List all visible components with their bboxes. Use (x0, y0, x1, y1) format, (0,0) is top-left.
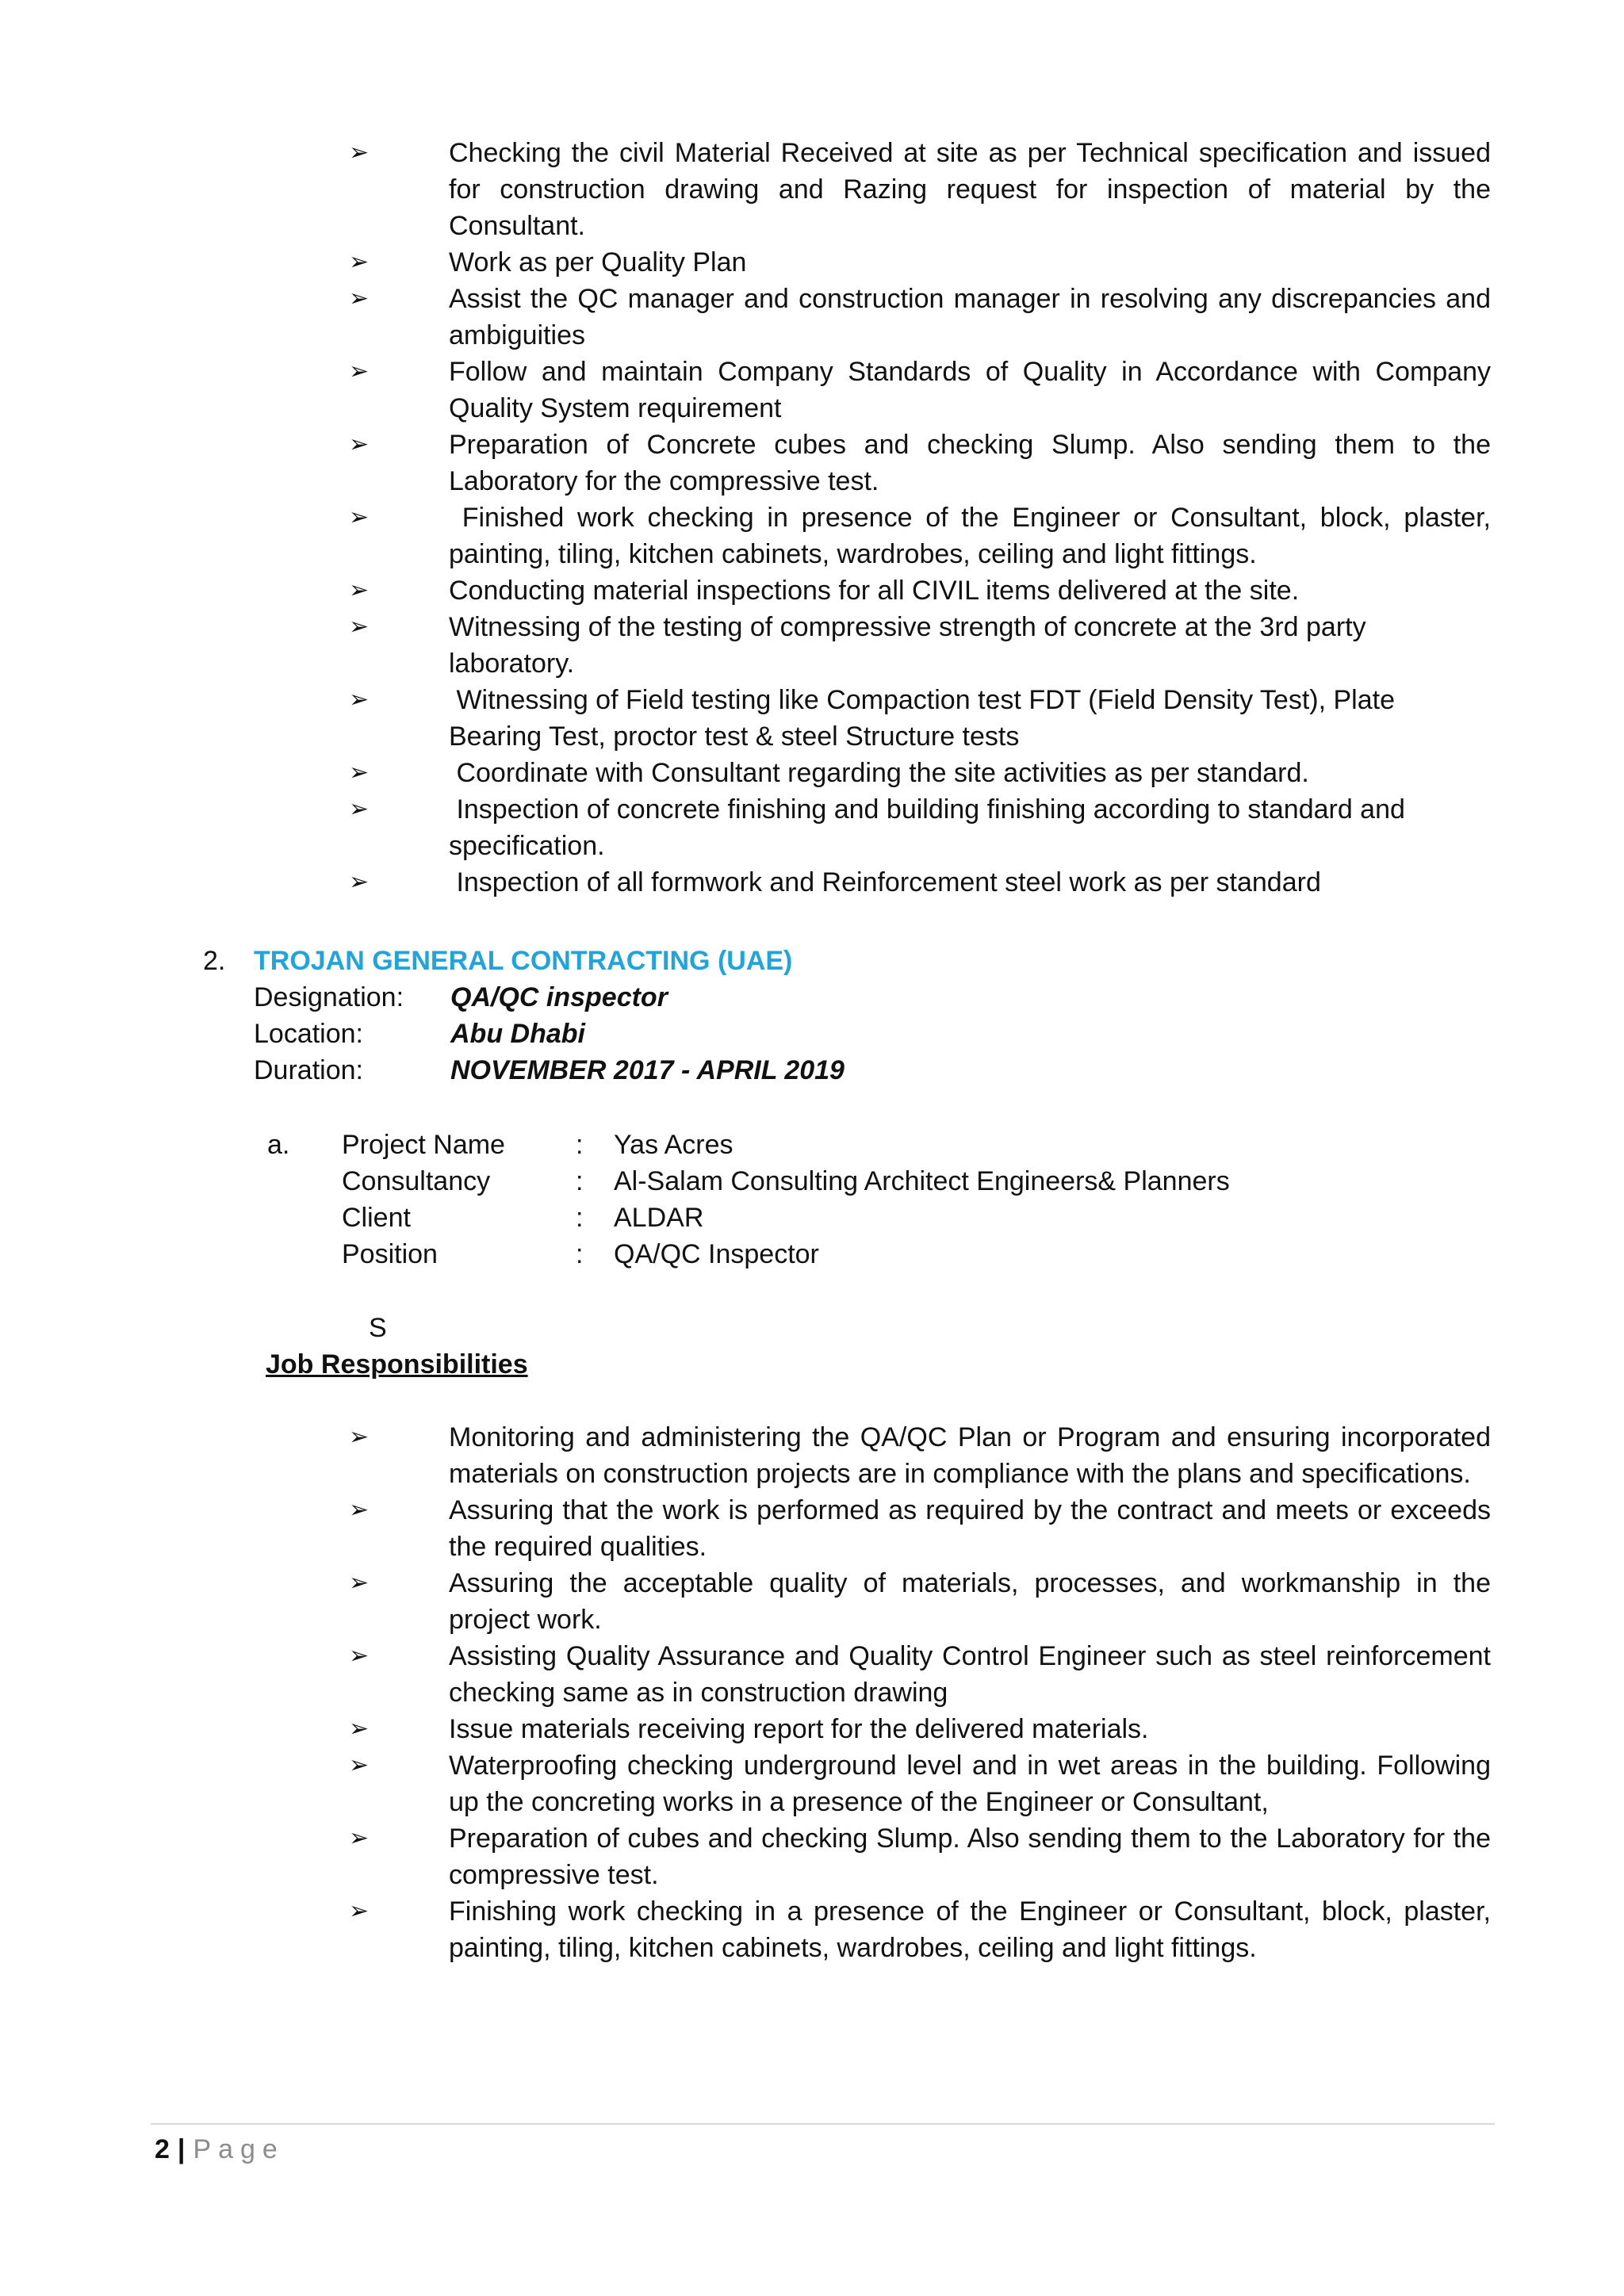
duration-value: NOVEMBER 2017 - APRIL 2019 (450, 1055, 845, 1085)
list-item: ➢ Checking the civil Material Received at site as per Technical specification and issued for construction drawing and Razing request for inspection of material by the Consultant. (349, 135, 1491, 244)
list-item: ➢ Follow and maintain Company Standards of Quality in Accordance with Company Quality System requirement (349, 354, 1491, 427)
colon: : (576, 1203, 584, 1233)
list-item: ➢ Issue materials receiving report for the delivered materials. (349, 1711, 1491, 1747)
position-value: QA/QC Inspector (614, 1239, 819, 1269)
list-item: ➢ Assuring the acceptable quality of materials, processes, and workmanship in the project work. (349, 1565, 1491, 1638)
responsibilities-list-2 (349, 1419, 1491, 1966)
arrow-bullet-icon: ➢ (349, 1642, 370, 1670)
footer-separator: | (177, 2134, 186, 2164)
colon: : (576, 1130, 584, 1160)
list-item: ➢ Assist the QC manager and construction manager in resolving any discrepancies and ambiguities (349, 281, 1491, 354)
colon: : (576, 1239, 584, 1269)
designation-value: QA/QC inspector (450, 982, 668, 1012)
client-label: Client (342, 1203, 411, 1233)
company-name: TROJAN GENERAL CONTRACTING (UAE) (254, 946, 793, 976)
arrow-bullet-icon: ➢ (349, 139, 370, 166)
list-item: ➢ Preparation of cubes and checking Slump. Also sending them to the Laboratory for the compressive test. (349, 1820, 1491, 1893)
arrow-bullet-icon: ➢ (349, 285, 370, 312)
project-letter: a. (267, 1130, 290, 1160)
job-responsibilities-heading: Job Responsibilities (266, 1349, 528, 1380)
arrow-bullet-icon: ➢ (349, 248, 370, 276)
page-footer (155, 2131, 285, 2168)
list-item: ➢ Finished work checking in presence of the Engineer or Consultant, block, plaster, painting, tiling, kitchen cabinets, wardrobes, ceiling and light fittings. (349, 499, 1491, 572)
arrow-bullet-icon: ➢ (349, 868, 370, 896)
list-item: ➢ Witnessing of the testing of compressive strength of concrete at the 3rd party laboratory. (349, 609, 1491, 682)
consultancy-label: Consultancy (342, 1166, 491, 1196)
list-item: ➢ Inspection of all formwork and Reinforcement steel work as per standard (349, 864, 1491, 901)
page-number: 2 (155, 2134, 170, 2164)
stray-character: S (369, 1313, 387, 1343)
arrow-bullet-icon: ➢ (349, 1715, 370, 1743)
arrow-bullet-icon: ➢ (349, 1496, 370, 1524)
client-value: ALDAR (614, 1203, 704, 1233)
arrow-bullet-icon: ➢ (349, 1824, 370, 1852)
position-label: Position (342, 1239, 438, 1269)
section-number: 2. (203, 946, 226, 976)
list-item: ➢ Assuring that the work is performed as required by the contract and meets or exceeds the required qualities. (349, 1492, 1491, 1565)
list-item: ➢ Preparation of Concrete cubes and checking Slump. Also sending them to the Laboratory for the compressive test. (349, 427, 1491, 499)
arrow-bullet-icon: ➢ (349, 1751, 370, 1779)
colon: : (576, 1166, 584, 1196)
arrow-bullet-icon: ➢ (349, 358, 370, 385)
duration-label: Duration: (254, 1055, 363, 1085)
consultancy-value: Al-Salam Consulting Architect Engineers& Planners (614, 1166, 1230, 1196)
arrow-bullet-icon: ➢ (349, 759, 370, 786)
list-item: ➢ Witnessing of Field testing like Compaction test FDT (Field Density Test), Plate Bearing Test, proctor test & steel Structure tests (349, 682, 1491, 755)
list-item: ➢ Monitoring and administering the QA/QC Plan or Program and ensuring incorporated materials on construction projects are in compliance with the plans and specifications. (349, 1419, 1491, 1492)
list-item: ➢ Conducting material inspections for all CIVIL items delivered at the site. (349, 572, 1491, 609)
responsibilities-list-1 (349, 135, 1499, 901)
arrow-bullet-icon: ➢ (349, 503, 370, 531)
list-item: ➢ Coordinate with Consultant regarding the site activities as per standard. (349, 755, 1491, 791)
list-item: ➢ Waterproofing checking underground level and in wet areas in the building. Following up the concreting works in a presence of the Engineer or Consultant, (349, 1747, 1491, 1820)
list-item: ➢ Finishing work checking in a presence of the Engineer or Consultant, block, plaster, painting, tiling, kitchen cabinets, wardrobes, ceiling and light fittings. (349, 1893, 1491, 1966)
location-value: Abu Dhabi (450, 1019, 585, 1049)
project-name-value: Yas Acres (614, 1130, 733, 1160)
arrow-bullet-icon: ➢ (349, 1569, 370, 1597)
list-item: ➢ Inspection of concrete finishing and building finishing according to standard and specification. (349, 791, 1491, 864)
project-name-label: Project Name (342, 1130, 505, 1160)
arrow-bullet-icon: ➢ (349, 795, 370, 823)
arrow-bullet-icon: ➢ (349, 1423, 370, 1451)
arrow-bullet-icon: ➢ (349, 1897, 370, 1925)
list-item: ➢ Work as per Quality Plan (349, 244, 1491, 281)
designation-label: Designation: (254, 982, 404, 1012)
arrow-bullet-icon: ➢ (349, 576, 370, 604)
footer-divider (151, 2123, 1495, 2125)
arrow-bullet-icon: ➢ (349, 686, 370, 714)
arrow-bullet-icon: ➢ (349, 613, 370, 641)
location-label: Location: (254, 1019, 363, 1049)
page-word: Page (193, 2134, 285, 2164)
arrow-bullet-icon: ➢ (349, 430, 370, 458)
list-item: ➢ Assisting Quality Assurance and Quality Control Engineer such as steel reinforcement checking same as in construction drawing (349, 1638, 1491, 1711)
